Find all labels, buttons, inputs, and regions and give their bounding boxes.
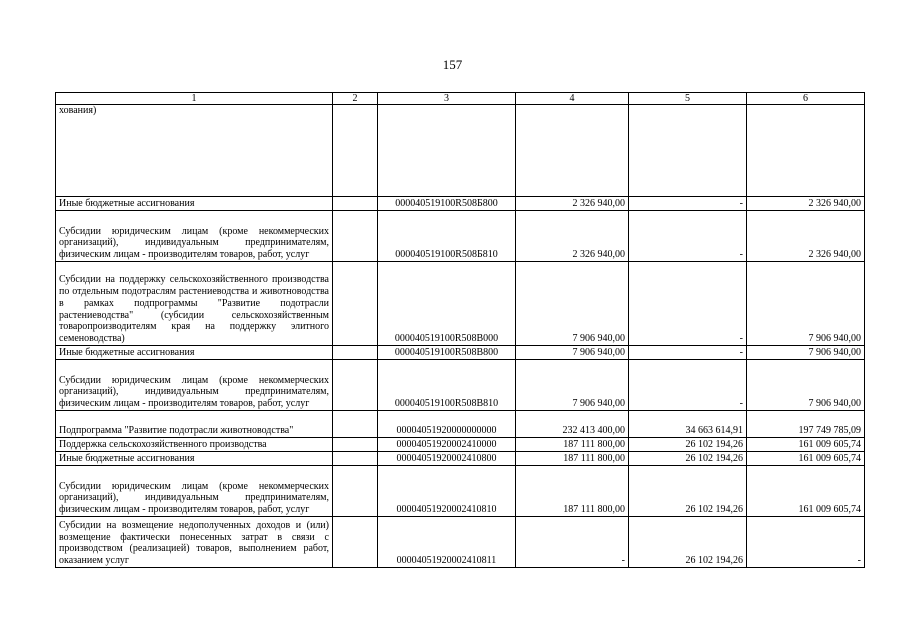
row-name-cell: Субсидии юридическим лицам (кроме некоммерческих организаций), индивидуальным предпринимателям, физическим лицам - производителям товаров, работ, услуг <box>56 211 333 262</box>
row-code-cell: 000040519100R508В810 <box>378 360 516 411</box>
row-col2-cell <box>333 211 378 262</box>
row-name-cell: хования) <box>56 105 333 197</box>
table-row <box>56 517 865 568</box>
table-row <box>56 346 865 360</box>
row-col2-cell <box>333 517 378 568</box>
row-name-cell: Субсидии на поддержку сельскохозяйственного производства по отдельным подотраслям растениеводства и животноводства в рамках подпрограммы "Развитие подотрасли растениеводства" (субсидии сельскохозяйственным товаропроизводителям края на поддержку элитного семеноводства) <box>56 262 333 346</box>
column-header: 4 <box>516 93 629 105</box>
row-code-cell: 000040519100R508Б810 <box>378 211 516 262</box>
table-row <box>56 262 865 346</box>
row-value-col4: 7 906 940,00 <box>516 360 629 411</box>
row-code-cell: 000040519100R508Б800 <box>378 197 516 211</box>
row-value-col6: 2 326 940,00 <box>747 197 865 211</box>
row-name-cell: Субсидии юридическим лицам (кроме некоммерческих организаций), индивидуальным предпринимателям, физическим лицам - производителям товаров, работ, услуг <box>56 360 333 411</box>
row-code-cell: 00004051920002410800 <box>378 452 516 466</box>
row-name-cell: Субсидии на возмещение недополученных доходов и (или) возмещение фактически понесенных затрат в связи с производством (реализацией) товаров, выполнением работ, оказанием услуг <box>56 517 333 568</box>
row-value-col4: 7 906 940,00 <box>516 262 629 346</box>
row-value-col6: 161 009 605,74 <box>747 452 865 466</box>
row-col2-cell <box>333 411 378 438</box>
row-value-col4: - <box>516 517 629 568</box>
row-col2-cell <box>333 197 378 211</box>
row-code-cell: 00004051920000000000 <box>378 411 516 438</box>
row-code-cell: 00004051920002410811 <box>378 517 516 568</box>
row-value-col6: - <box>747 517 865 568</box>
row-value-col5: - <box>629 360 747 411</box>
table-row <box>56 360 865 411</box>
row-name-cell: Поддержка сельскохозяйственного производства <box>56 438 333 452</box>
row-value-col4 <box>516 105 629 197</box>
row-value-col6: 7 906 940,00 <box>747 360 865 411</box>
row-value-col4: 2 326 940,00 <box>516 197 629 211</box>
row-value-col5: 26 102 194,26 <box>629 438 747 452</box>
row-value-col5: - <box>629 262 747 346</box>
table-row <box>56 211 865 262</box>
table-row <box>56 105 865 197</box>
row-value-col6: 7 906 940,00 <box>747 346 865 360</box>
row-col2-cell <box>333 360 378 411</box>
row-value-col5: - <box>629 197 747 211</box>
column-header: 2 <box>333 93 378 105</box>
row-name-cell: Иные бюджетные ассигнования <box>56 197 333 211</box>
row-value-col6: 161 009 605,74 <box>747 466 865 517</box>
table-row <box>56 452 865 466</box>
table-row <box>56 438 865 452</box>
row-col2-cell <box>333 346 378 360</box>
row-value-col4: 7 906 940,00 <box>516 346 629 360</box>
row-value-col5: 26 102 194,26 <box>629 466 747 517</box>
row-value-col4: 187 111 800,00 <box>516 466 629 517</box>
row-value-col6: 197 749 785,09 <box>747 411 865 438</box>
row-name-cell: Иные бюджетные ассигнования <box>56 346 333 360</box>
row-value-col5: 26 102 194,26 <box>629 452 747 466</box>
row-code-cell: 00004051920002410000 <box>378 438 516 452</box>
row-code-cell: 00004051920002410810 <box>378 466 516 517</box>
row-col2-cell <box>333 105 378 197</box>
row-name-cell: Субсидии юридическим лицам (кроме некоммерческих организаций), индивидуальным предпринимателям, физическим лицам - производителям товаров, работ, услуг <box>56 466 333 517</box>
row-value-col5: - <box>629 346 747 360</box>
column-header: 3 <box>378 93 516 105</box>
page-number: 157 <box>442 57 463 72</box>
row-code-cell: 000040519100R508В000 <box>378 262 516 346</box>
row-col2-cell <box>333 438 378 452</box>
column-header: 5 <box>629 93 747 105</box>
row-name-cell: Иные бюджетные ассигнования <box>56 452 333 466</box>
row-col2-cell <box>333 452 378 466</box>
row-value-col4: 2 326 940,00 <box>516 211 629 262</box>
table-row <box>56 466 865 517</box>
row-value-col6: 7 906 940,00 <box>747 262 865 346</box>
column-header: 1 <box>56 93 333 105</box>
row-value-col6: 161 009 605,74 <box>747 438 865 452</box>
budget-table <box>55 92 865 568</box>
table-row <box>56 411 865 438</box>
row-code-cell: 000040519100R508В800 <box>378 346 516 360</box>
row-value-col4: 187 111 800,00 <box>516 438 629 452</box>
row-value-col6 <box>747 105 865 197</box>
row-col2-cell <box>333 262 378 346</box>
row-name-cell: Подпрограмма "Развитие подотрасли животноводства" <box>56 411 333 438</box>
row-value-col5: 34 663 614,91 <box>629 411 747 438</box>
table-header-row <box>56 93 865 105</box>
row-value-col5 <box>629 105 747 197</box>
row-value-col4: 187 111 800,00 <box>516 452 629 466</box>
row-value-col5: 26 102 194,26 <box>629 517 747 568</box>
row-value-col4: 232 413 400,00 <box>516 411 629 438</box>
column-header: 6 <box>747 93 865 105</box>
row-value-col6: 2 326 940,00 <box>747 211 865 262</box>
row-code-cell <box>378 105 516 197</box>
row-value-col5: - <box>629 211 747 262</box>
row-col2-cell <box>333 466 378 517</box>
table-row <box>56 197 865 211</box>
